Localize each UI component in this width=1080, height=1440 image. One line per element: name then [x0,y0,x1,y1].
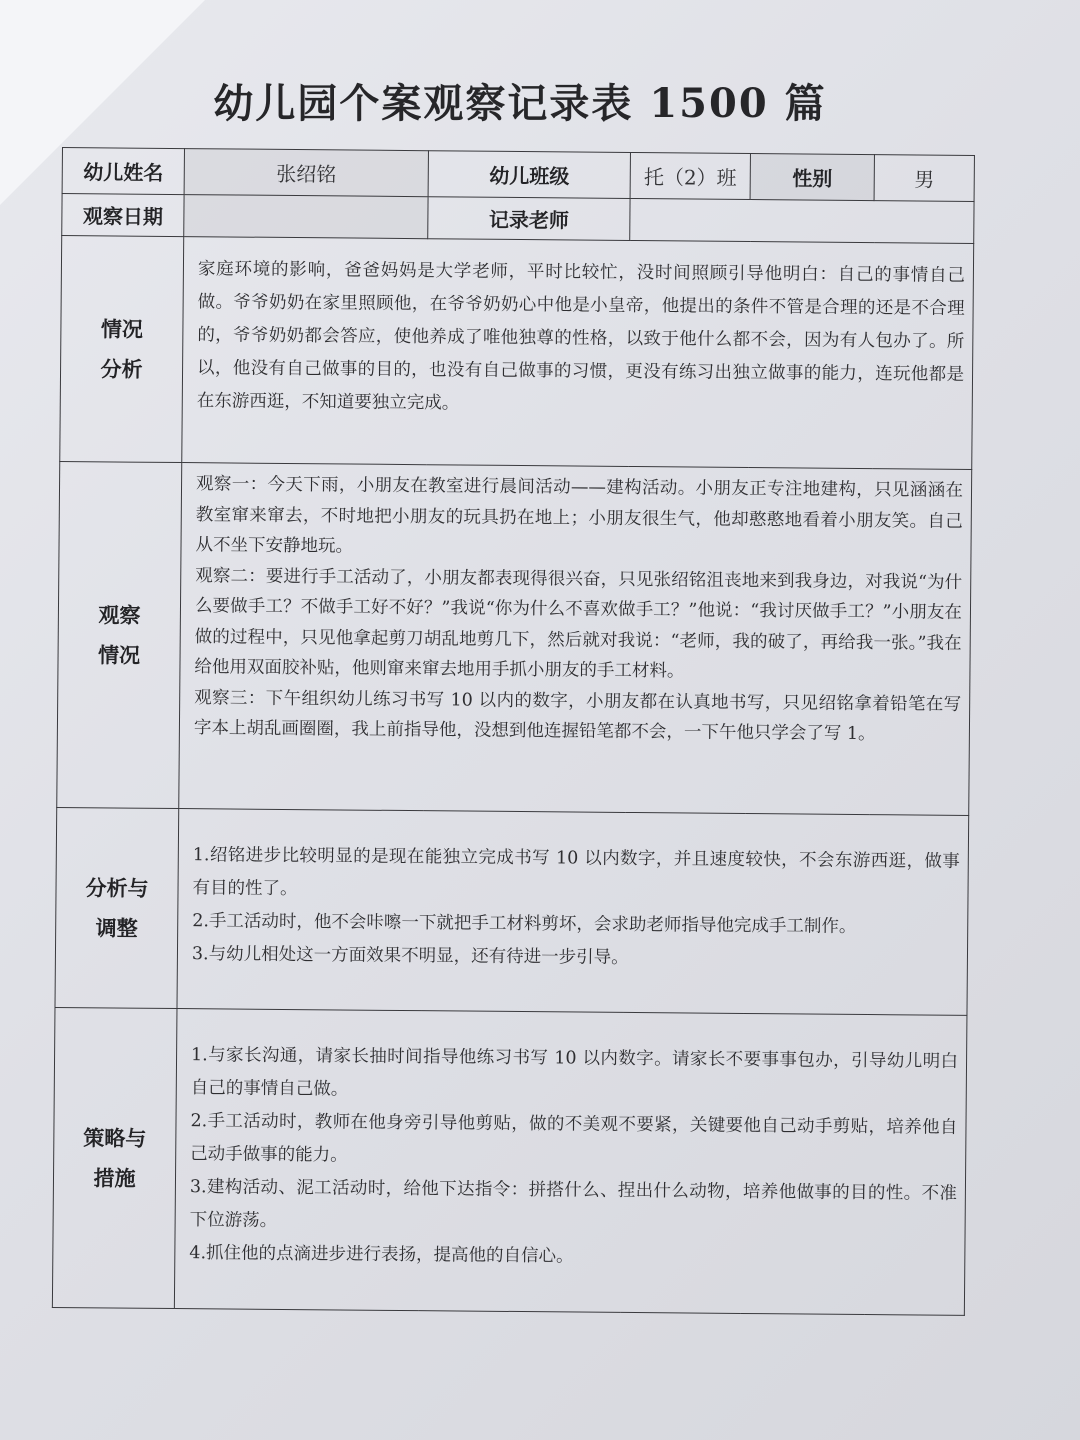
paragraph: 3.建构活动、泥工活动时，给他下达指令：拼搭什么、捏出什么动物，培养他做事的目的性。不准下位游荡。 [189,1177,957,1231]
section-label [52,1007,177,1308]
header-row-1 [62,148,974,202]
paragraph: 2.手工活动时，教师在他身旁引导他剪贴，做的不美观不要紧，关键要他自己动手剪贴，培养他自己动手做事的能力。 [190,1111,958,1166]
paragraph: 观察二：要进行手工活动了，小朋友都表现得很兴奋，只见张绍铭沮丧地来到我身边，对我说“为什么要做手工？不做手工好不好？”我说“你为什么不喜欢做手工？”他说：“我讨厌做手工？”小朋友在做的过程中，只见他拿起剪刀胡乱地剪几下，然后就对我说：“老师，我的破了，再给我一张。”我在给他用双面胶补贴，他则窜来窜去地用手抓小朋友的手工材料。 [194,565,963,682]
date-value [184,195,428,239]
section-label-line2: 措施 [93,1165,136,1191]
paragraph: 3.与幼儿相处这一方面效果不明显，还有待进一步引导。 [191,944,629,968]
teacher-value [630,198,974,243]
section-content [177,809,969,1016]
section-content [179,463,972,816]
paragraph: 1.与家长沟通，请家长抽时间指导他练习书写 10 以内数字。请家长不要事事包办，引导幼儿明白自己的事情自己做。 [190,1045,959,1100]
class-label: 幼儿班级 [428,151,630,199]
date-label: 观察日期 [62,194,184,237]
name-value: 张绍铭 [184,149,428,197]
paragraph: 观察一：今天下雨，小朋友在教室进行晨间活动——建构活动。小朋友正专注地建构，只见涵涵在教室窜来窜去，不时地把小朋友的玩具扔在地上；小朋友很生气，他却憨憨地看着小朋友笑。自己从不坐下安静地玩。 [195,474,964,557]
gender-label: 性别 [750,154,874,201]
section-content [174,1009,967,1316]
section-label [55,807,179,1008]
section-analysis-adjustment [55,807,969,1015]
paragraph: 观察三：下午组织幼儿练习书写 10 以内的数字，小朋友都在认真地书写，只见绍铭拿着铅笔在写字本上胡乱画圈圈，我上前指导他，没想到他连握铅笔都不会，一下午他只学会了写 1。 [193,687,962,745]
section-label [57,461,182,808]
section-label-line2: 分析 [100,356,143,382]
section-strategy [52,1007,967,1315]
name-label: 幼儿姓名 [62,148,184,195]
section-label-line2: 情况 [97,642,141,668]
section-observation [57,461,972,815]
gender-value: 男 [874,155,974,202]
teacher-label: 记录老师 [428,197,630,241]
section-label-line2: 调整 [95,915,138,941]
paragraph: 家庭环境的影响，爸爸妈妈是大学老师，平时比较忙，没时间照顾引导他明白：自己的事情自己做。爷爷奶奶在家里照顾他，在爷爷奶奶心中他是小皇帝，他提出的条件不管是合理的还是不合理的，爷爷奶奶都会答应，使他养成了唯他独尊的性格，以致于他什么都不会，因为有人包办了。所以，他没有自己做事的目的，也没有自己做事的习惯，更没有练习出独立做事的能力，连玩他都是在东游西逛，不知道要独立完成。 [196,259,965,414]
observation-table [52,147,975,1316]
section-label-line1: 策略与 [83,1125,147,1151]
section-label [60,236,184,463]
section-situation-analysis [60,236,974,470]
section-label-line1: 观察 [98,602,141,628]
paragraph: 1.绍铭进步比较明显的是现在能独立完成书写 10 以内数字，并且速度较快，不会东游西逛，做事有目的性了。 [192,845,960,900]
paragraph: 4.抓住他的点滴进步进行表扬，提高他的自信心。 [189,1243,574,1267]
section-label-line1: 分析与 [85,875,149,901]
page-title: 幼儿园个案观察记录表 1500 篇 [213,80,827,127]
class-value: 托（2）班 [630,152,750,199]
section-content [182,237,974,470]
section-label-line1: 情况 [100,316,144,342]
paragraph: 2.手工活动时，他不会咔嚓一下就把手工材料剪坏，会求助老师指导他完成手工制作。 [192,911,857,937]
